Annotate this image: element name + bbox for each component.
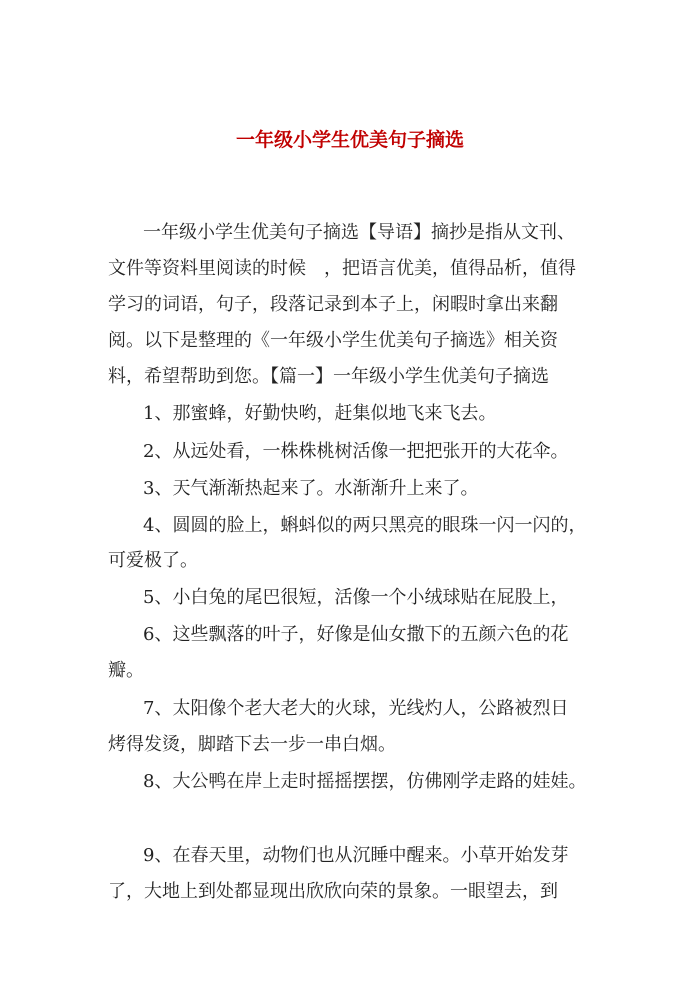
list-item-continuation: 烤得发烫，脚踏下去一步一串白烟。 — [108, 734, 396, 755]
page-title: 一年级小学生优美句子摘选 — [235, 129, 464, 151]
list-item: 3、天气渐渐热起来了。水渐渐升上来了。 — [143, 478, 479, 499]
list-item-continuation: 瓣。 — [108, 660, 144, 681]
paragraph-line: 一年级小学生优美句子摘选【导语】摘抄是指从文刊、 — [143, 222, 575, 243]
paragraph-line: 阅。以下是整理的《一年级小学生优美句子摘选》相关资 — [108, 330, 558, 351]
list-item: 7、太阳像个老大老大的火球，光线灼人，公路被烈日 — [143, 698, 569, 719]
paragraph-line: 文件等资料里阅读的时候 ，把语言优美，值得品析，值得 — [108, 258, 576, 279]
list-item: 4、圆圆的脸上，蝌蚪似的两只黑亮的眼珠一闪一闪的， — [143, 515, 587, 536]
list-item: 9、在春天里，动物们也从沉睡中醒来。小草开始发芽 — [143, 845, 569, 866]
paragraph-line: 学习的词语，句子，段落记录到本子上，闲暇时拿出来翻 — [108, 294, 558, 315]
list-item: 5、小白兔的尾巴很短，活像一个小绒球贴在屁股上， — [143, 587, 569, 608]
paragraph-line: 料，希望帮助到您。【篇一】一年级小学生优美句子摘选 — [108, 366, 549, 387]
list-item: 1、那蜜蜂，好勤快哟，赶集似地飞来飞去。 — [143, 403, 497, 424]
list-item-continuation: 了，大地上到处都显现出欣欣向荣的景象。一眼望去，到 — [108, 881, 558, 902]
list-item: 2、从远处看，一株株桃树活像一把把张开的大花伞。 — [143, 441, 569, 462]
list-item-continuation: 可爱极了。 — [108, 550, 198, 571]
list-item: 6、这些飘落的叶子，好像是仙女撒下的五颜六色的花 — [143, 624, 569, 645]
list-item: 8、大公鸭在岸上走时摇摇摆摆，仿佛刚学走路的娃娃。 — [143, 771, 587, 792]
